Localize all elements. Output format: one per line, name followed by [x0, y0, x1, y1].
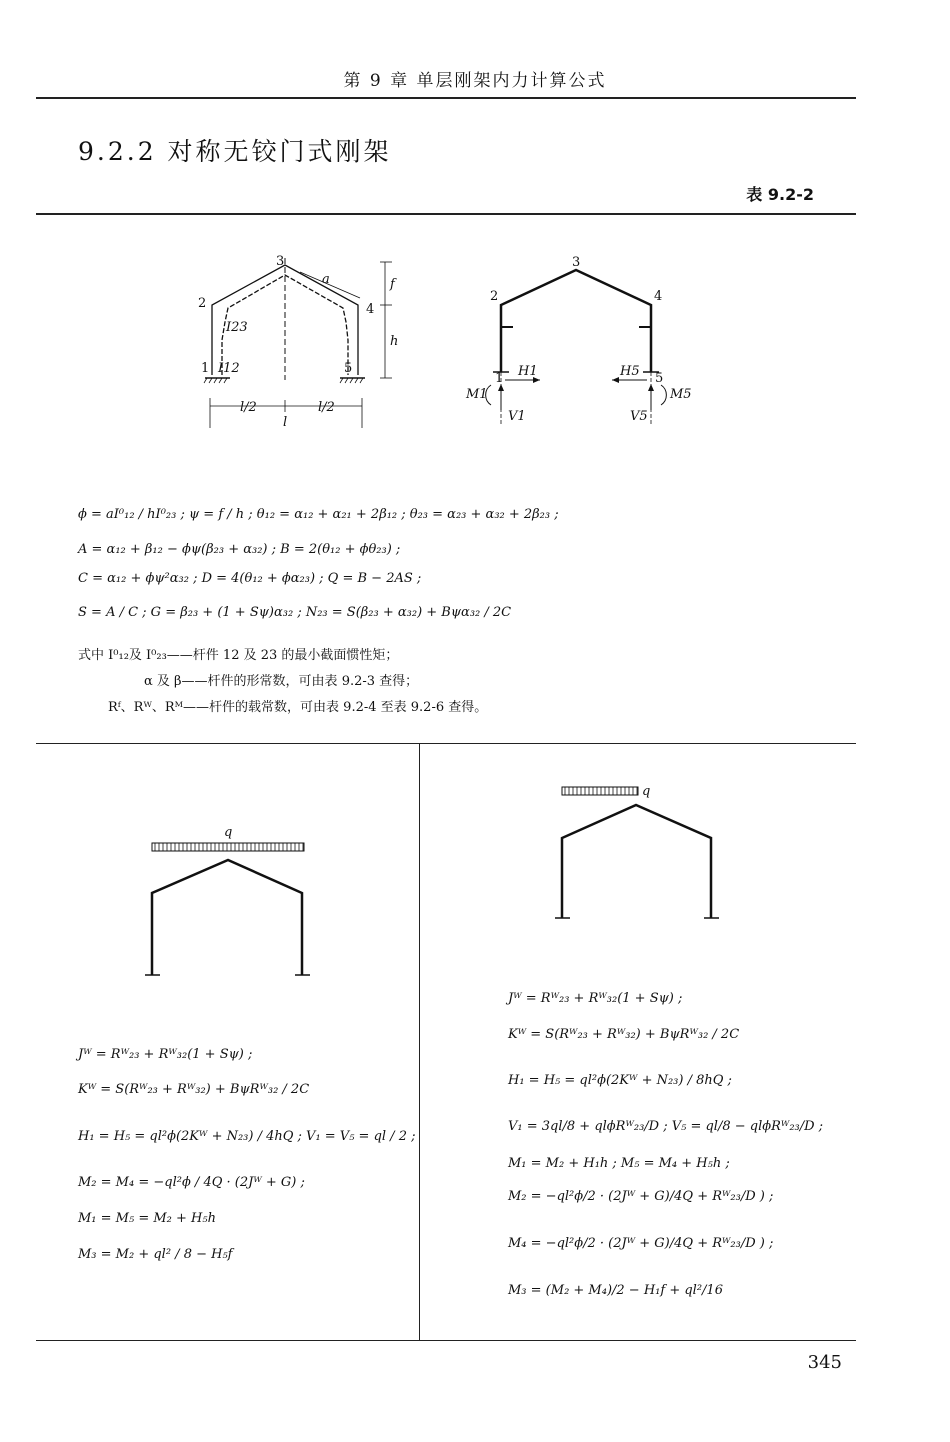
label-a: a	[322, 272, 330, 287]
node-3-label: 3	[276, 254, 285, 269]
right-formula-3: H₁ = H₅ = ql²ϕ(2Kᵂ + N₂₃) / 8hQ ;	[508, 1073, 732, 1088]
section-title: 9.2.2 对称无铰门式刚架	[78, 137, 392, 166]
node-1-label: 1	[201, 361, 210, 376]
label-V1: V1	[508, 409, 526, 424]
label-M5: M5	[670, 387, 692, 402]
label-l: l	[283, 415, 288, 430]
note-2: α 及 β——杆件的形常数，可由表 9.2-3 查得；	[144, 674, 419, 689]
right-formula-7: M₄ = −ql²ϕ/2 · (2Jᵂ + G)/4Q + Rᵂ₂₃/D ) ;	[508, 1236, 774, 1251]
left-formula-4: M₂ = M₄ = −ql²ϕ / 4Q · (2Jᵂ + G) ;	[78, 1175, 305, 1190]
label-l2-right: l/2	[318, 400, 335, 415]
rnode-2-label: 2	[490, 289, 499, 304]
node-4-label: 4	[366, 302, 375, 317]
right-formula-8: M₃ = (M₂ + M₄)/2 − H₁f + ql²/16	[508, 1283, 723, 1298]
label-V5: V5	[630, 409, 648, 424]
right-formula-1: Jᵂ = Rᵂ₂₃ + Rᵂ₃₂(1 + Sψ) ;	[508, 991, 683, 1006]
right-formula-5: M₁ = M₂ + H₁h ; M₅ = M₄ + H₅h ;	[508, 1156, 730, 1171]
note-3: Rᶠ、Rᵂ、Rᴹ——杆件的载常数，可由表 9.2-4 至表 9.2-6 查得。	[108, 700, 488, 715]
label-h: h	[390, 334, 399, 349]
node-2-label: 2	[198, 296, 207, 311]
label-l2-left: l/2	[240, 400, 257, 415]
rnode-4-label: 4	[654, 289, 663, 304]
rnode-5-label: 5	[655, 371, 664, 386]
label-H5: H5	[620, 364, 640, 379]
right-formula-4: V₁ = 3ql/8 + qlϕRᵂ₂₃/D ; V₅ = ql/8 − qlϕRᵂ₂₃/D ;	[508, 1119, 824, 1134]
left-formula-3: H₁ = H₅ = ql²ϕ(2Kᵂ + N₂₃) / 4hQ ; V₁ = V₅ = ql / 2 ;	[78, 1129, 416, 1144]
label-I12: I12	[218, 361, 240, 376]
label-H1: H1	[518, 364, 538, 379]
def-line-3: C = α₁₂ + ϕψ²α₃₂ ; D = 4(θ₁₂ + ϕα₂₃) ; Q = B − 2AS ;	[78, 571, 422, 586]
chapter-header: 第 9 章 单层刚架内力计算公式	[343, 71, 607, 91]
right-load-label: q	[642, 784, 651, 799]
left-formula-1: Jᵂ = Rᵂ₂₃ + Rᵂ₃₂(1 + Sψ) ;	[78, 1047, 253, 1062]
right-formula-6: M₂ = −ql²ϕ/2 · (2Jᵂ + G)/4Q + Rᵂ₂₃/D ) ;	[508, 1189, 774, 1204]
rnode-3-label: 3	[572, 255, 581, 270]
def-line-1: ϕ = aI⁰₁₂ / hI⁰₂₃ ; ψ = f / h ; θ₁₂ = α₁₂ + α₂₁ + 2β₁₂ ; θ₂₃ = α₂₃ + α₃₂ + 2β₂₃ ;	[78, 507, 559, 522]
right-formula-2: Kᵂ = S(Rᵂ₂₃ + Rᵂ₃₂) + BψRᵂ₃₂ / 2C	[508, 1027, 740, 1042]
label-M1: M1	[466, 387, 488, 402]
table-number: 表 9.2-2	[746, 185, 814, 204]
left-formula-6: M₃ = M₂ + ql² / 8 − H₅f	[78, 1247, 233, 1262]
left-formula-2: Kᵂ = S(Rᵂ₂₃ + Rᵂ₃₂) + BψRᵂ₃₂ / 2C	[78, 1082, 310, 1097]
rnode-1-label: 1	[495, 371, 504, 386]
page-number: 345	[807, 1352, 842, 1373]
def-line-4: S = A / C ; G = β₂₃ + (1 + Sψ)α₃₂ ; N₂₃ = S(β₂₃ + α₃₂) + Bψα₃₂ / 2C	[78, 605, 512, 620]
label-I23: I23	[226, 320, 248, 335]
node-5-label: 5	[344, 361, 353, 376]
note-1: 式中 I⁰₁₂及 I⁰₂₃——杆件 12 及 23 的最小截面惯性矩；	[78, 648, 399, 663]
label-f: f	[390, 277, 395, 292]
left-load-label: q	[224, 825, 233, 840]
def-line-2: A = α₁₂ + β₁₂ − ϕψ(β₂₃ + α₃₂) ; B = 2(θ₁₂ + ϕθ₂₃) ;	[78, 542, 401, 557]
bottom-rule	[36, 1340, 856, 1341]
left-formula-5: M₁ = M₅ = M₂ + H₅h	[78, 1211, 216, 1226]
